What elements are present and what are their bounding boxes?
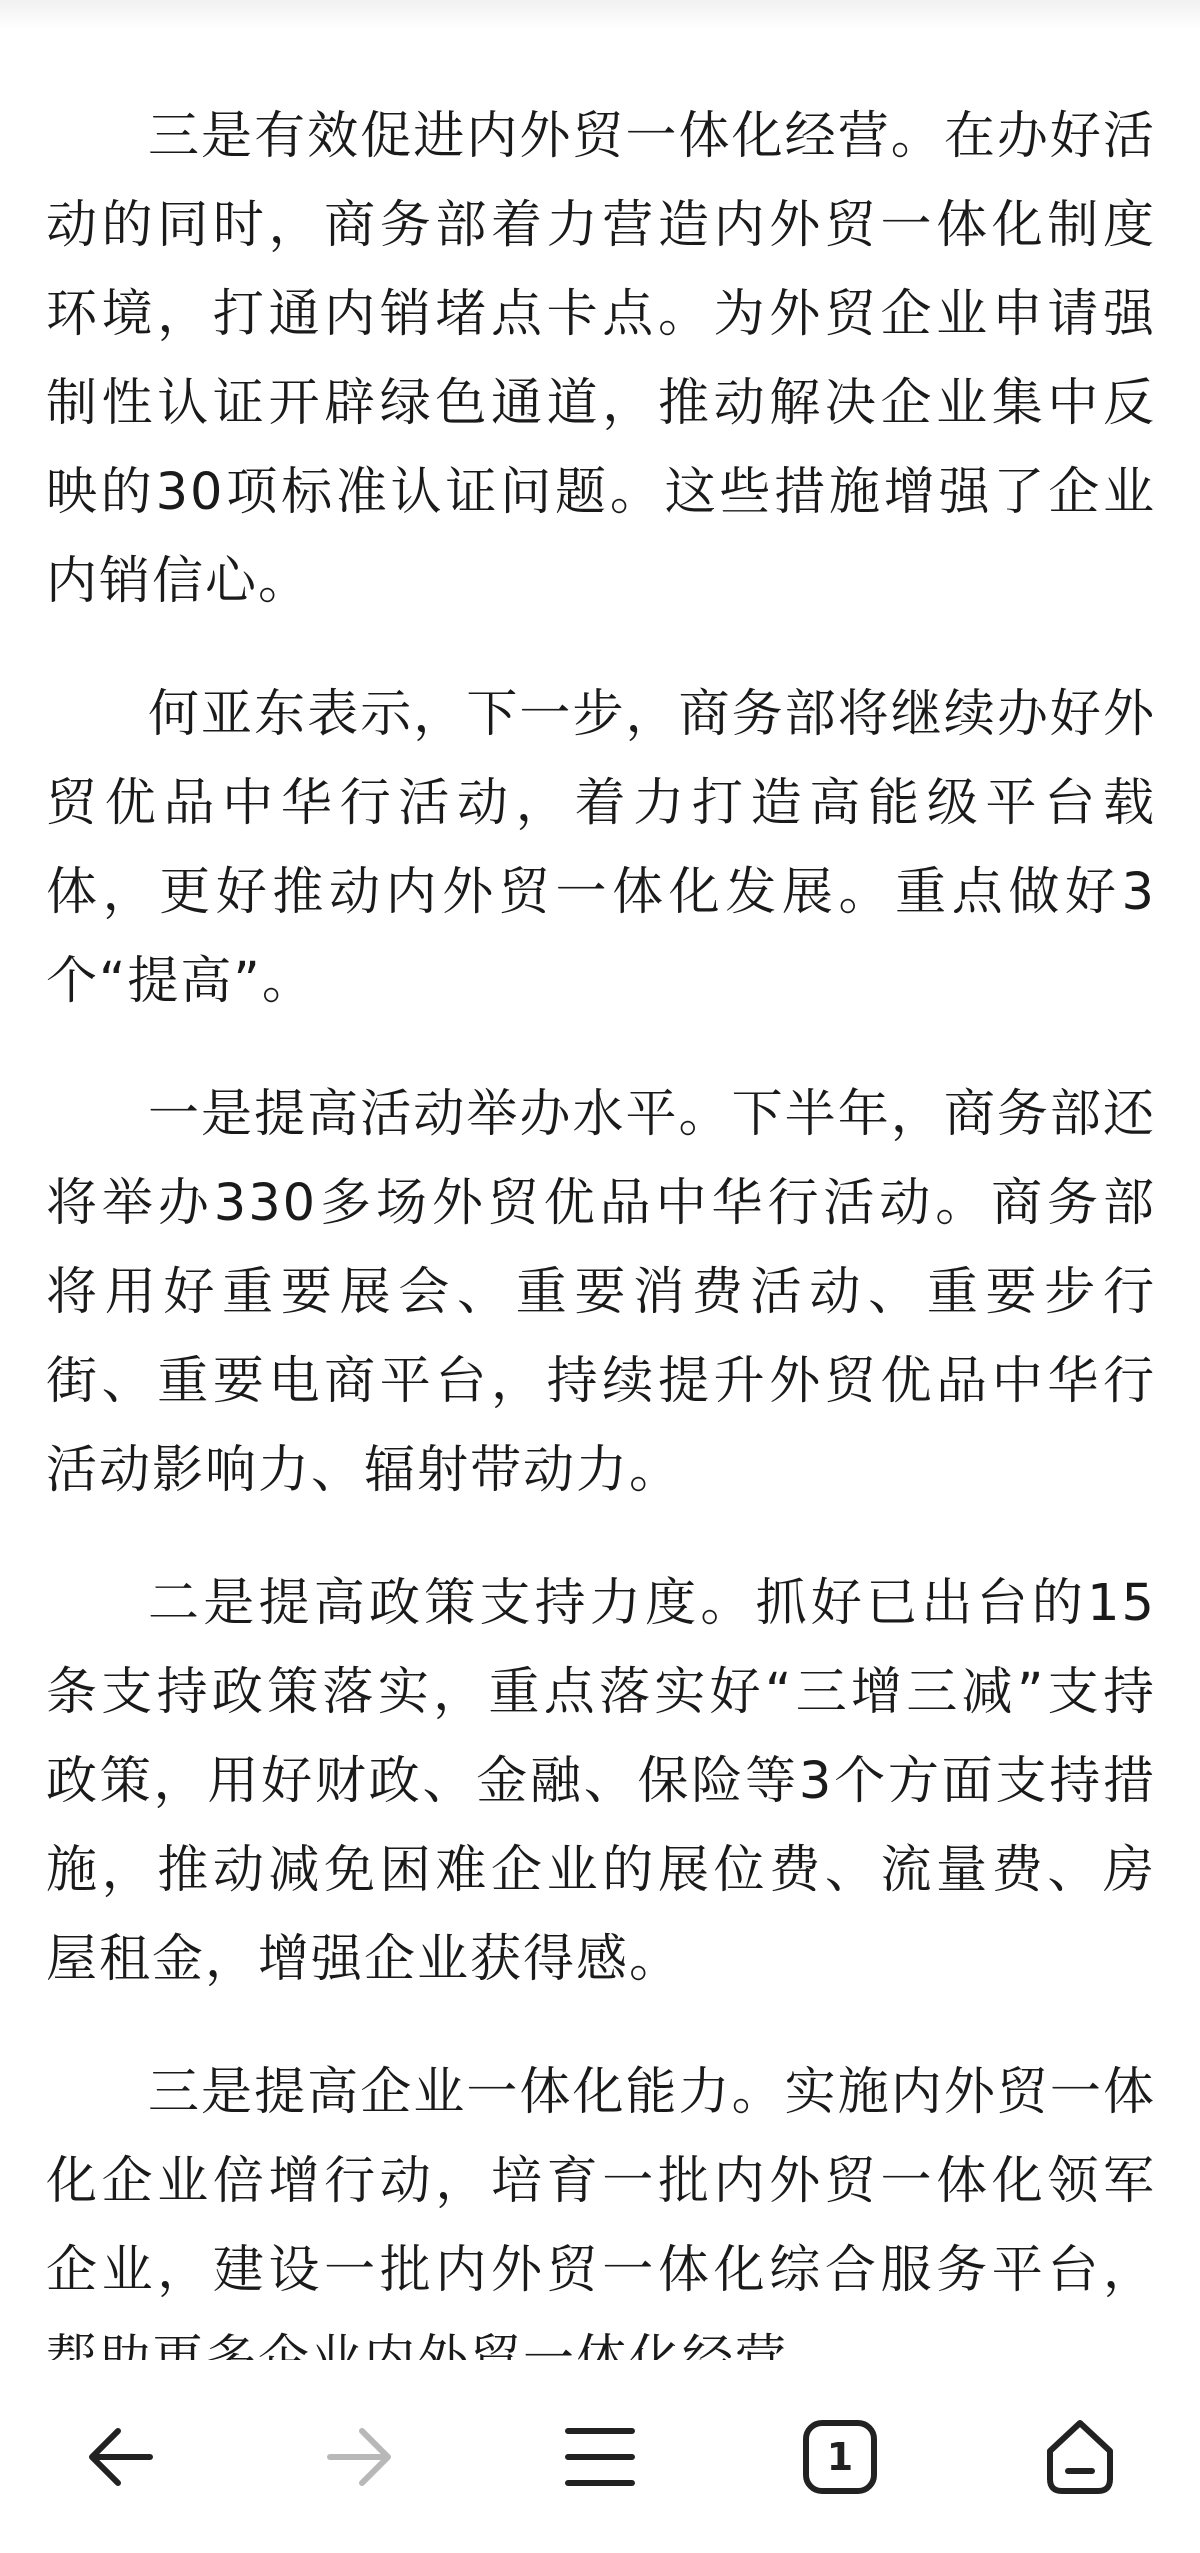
article-paragraph-5: 三是提高企业一体化能力。实施内外贸一体化企业倍增行动，培育一批内外贸一体化领军企业，建设一批内外贸一体化综合服务平台，	[46, 2063, 1156, 2300]
browser-bottom-nav	[0, 2360, 1200, 2553]
article-paragraph-2: 何亚东表示，下一步，商务部将继续办好外贸优品中华行活动，着力打造高能级平台载体，更好推动内外贸一体化发展。重点做好3个“提高”。	[46, 685, 1156, 1011]
back-button[interactable]	[40, 2377, 200, 2537]
menu-icon	[564, 2425, 636, 2489]
forward-arrow-icon	[324, 2421, 396, 2493]
home-icon	[1040, 2417, 1120, 2497]
article-paragraph-4: 二是提高政策支持力度。抓好已出台的15条支持政策落实，重点落实好“三增三减”支持政策，用好财政、金融、保险等3个方面支持措施，推动减免困难企业的展位费、流量费、房屋租金，增强企业获得感。	[46, 1574, 1156, 1989]
tabs-icon	[802, 2419, 878, 2495]
tabs-count: 1	[826, 2434, 854, 2479]
home-button[interactable]	[1000, 2377, 1160, 2537]
article-paragraph-1: 三是有效促进内外贸一体化经营。在办好活动的同时，商务部着力营造内外贸一体化制度环境，打通内销堵点卡点。为外贸企业申请强制性认证开辟绿色通道，推动解决企业集中反映的30项标准认证问题。这些措施增强了企业内销信心。	[46, 107, 1156, 611]
menu-button[interactable]	[520, 2377, 680, 2537]
tabs-button[interactable]	[760, 2377, 920, 2537]
article-paragraph-3: 一是提高活动举办水平。下半年，商务部还将举办330多场外贸优品中华行活动。商务部将用好重要展会、重要消费活动、重要步行街、重要电商平台，持续提升外贸优品中华行活动影响力、辐射带动力。	[46, 1085, 1156, 1500]
forward-button[interactable]	[280, 2377, 440, 2537]
back-arrow-icon	[84, 2421, 156, 2493]
top-toolbar-edge	[0, 0, 1200, 30]
article-body	[46, 92, 1156, 2352]
